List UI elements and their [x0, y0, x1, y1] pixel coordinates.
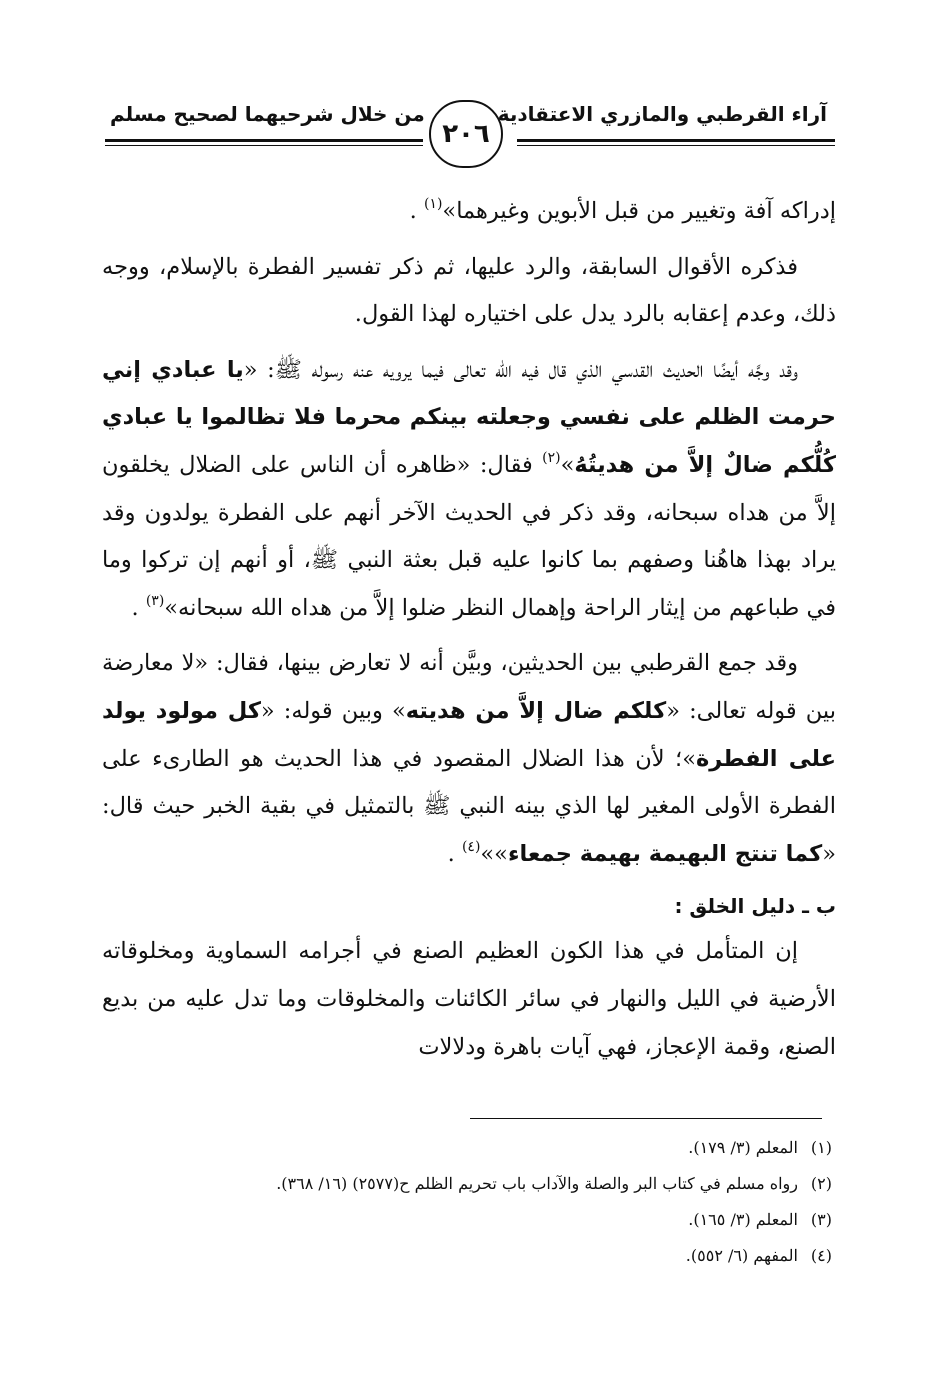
footnote-separator	[470, 1118, 822, 1119]
text-run: .	[447, 840, 462, 867]
quote-bold-3: كما تنتج البهيمة بهيمة جمعاء	[507, 840, 823, 867]
footnote	[102, 1166, 832, 1202]
text-run: .	[131, 594, 146, 621]
text-run: إدراكه آفة وتغيير من قبل الأبوين وغيرهما»	[442, 198, 836, 224]
quote-bold-1: كلكم ضال إلاَّ من هديته	[405, 697, 667, 724]
footnote-number: (١)	[810, 1138, 832, 1157]
main-text	[102, 188, 836, 1079]
paragraph-continuation	[102, 188, 836, 236]
text-run: » وبين قوله: «	[260, 697, 406, 724]
text-run: وقد وجَّه أيضًا الحديث القدسي الذي قال فيه الله تعالى فيما يرويه عنه رسوله ﷺ: «	[243, 356, 798, 383]
header-rule-right	[517, 139, 835, 146]
footnote-number: (٣)	[810, 1210, 832, 1229]
paragraph-creation-argument	[102, 928, 836, 1071]
paragraph-reconciliation	[102, 640, 836, 878]
page-header	[95, 78, 835, 178]
header-book-title: آراء القرطبي والمازري الاعتقادية	[497, 102, 827, 126]
footnote-text: المعلم (٣/ ١٧٩).	[688, 1138, 798, 1157]
footnote-text: المفهم (٦/ ٥٥٢).	[685, 1246, 798, 1265]
section-subheading: ب ـ دليل الخلق :	[674, 894, 836, 919]
text-run: »	[560, 451, 575, 478]
paragraph-commentary	[102, 244, 836, 339]
text-run: إن المتأمل في هذا الكون العظيم الصنع في أجرامه السماوية ومخلوقاته الأرضية في الليل والنهار في سائر الكائنات والمخلوقات وما تدل عليه من بديع الصنع، وقمة الإعجاز، فهي آيات باهرة ودلالات	[102, 938, 836, 1060]
footnote-ref-1: (١)	[423, 196, 443, 212]
footnote-ref-2: (٢)	[542, 449, 561, 466]
page-number: ٢٠٦	[429, 100, 503, 168]
text-run: وقد جمع القرطبي بين الحديثين، وبيَّن أنه لا تعارض بينها، فقال: «لا معارضة بين قوله تعالى: «	[102, 650, 836, 724]
footnote	[102, 1238, 832, 1274]
footnote-ref-3: (٣)	[145, 592, 165, 609]
header-subtitle: من خلال شرحيهما لصحيح مسلم	[110, 102, 425, 126]
footnote-text: المعلم (٣/ ١٦٥).	[688, 1210, 798, 1229]
footnote	[102, 1202, 832, 1238]
quote-bold-2: كل مولود يولد على الفطرة	[102, 697, 837, 772]
text-run: .	[409, 198, 424, 224]
paragraph-hadith-qudsi	[102, 347, 836, 633]
footnote-text: رواه مسلم في كتاب البر والصلة والآداب باب تحريم الظلم ح(٢٥٧٧) (١٦/ ٣٦٨).	[276, 1174, 798, 1193]
footnote-number: (٢)	[810, 1174, 832, 1193]
footnote	[102, 1130, 832, 1166]
hadith-quote: يا عبادي إني حرمت الظلم على نفسي وجعلته بينكم محرما فلا تظالموا يا عبادي كُلُّكم ضالٌ إلاَّ من هديتُهُ	[102, 356, 836, 478]
text-run: فقال: «ظاهره أن الناس على الضلال يخلقون إلاَّ من هداه سبحانه، وقد ذكر في الحديث الآخر أنهم على الفطرة يولدون وقد يراد بهذا هاهُنا وصفهم بما كانوا عليه قبل بعثة النبي ﷺ، أو أنهم إن تركوا وما في طباعهم من إيثار الراحة وإهمال النظر ضلوا إلاَّ من هداه الله سبحانه»	[102, 451, 836, 621]
footnote-ref-4: (٤)	[461, 838, 481, 855]
text-run: »؛ لأن هذا الضلال المقصود في هذا الحديث هو الطارىء على الفطرة الأولى المغير لها الذي بينه النبي ﷺ بالتمثيل في بقية الخبر حيث قال: «	[102, 745, 836, 867]
footnotes	[102, 1130, 832, 1274]
header-rule-left	[105, 139, 423, 146]
footnote-number: (٤)	[810, 1246, 832, 1265]
text-run: »»	[480, 840, 508, 867]
text-run: فذكره الأقوال السابقة، والرد عليها، ثم ذكر تفسير الفطرة بالإسلام، ووجه ذلك، وعدم إعقابه بالرد يدل على اختياره لهذا القول.	[102, 253, 836, 328]
